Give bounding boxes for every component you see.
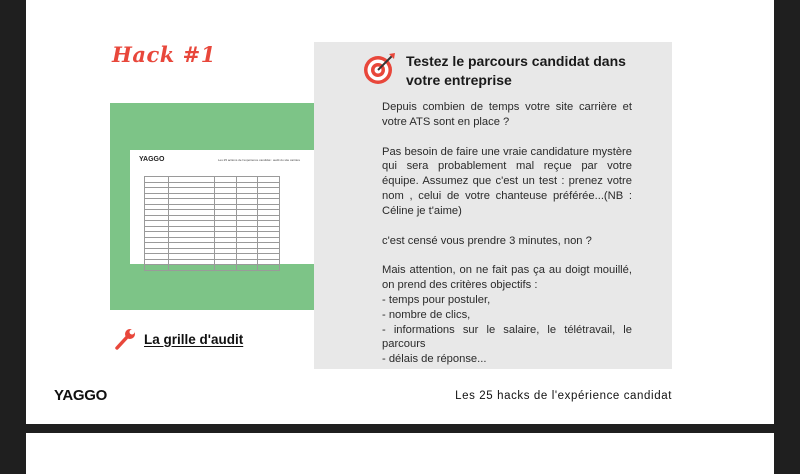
document-page [26,0,774,424]
tip-panel [314,42,672,369]
footer-text: Les 25 hacks de l'expérience candidat [455,390,672,402]
panel-paragraph: Depuis combien de temps votre site carrière et votre ATS sont en place ? [382,101,632,128]
audit-grid-label[interactable]: La grille d'audit [144,331,244,347]
audit-grid-link[interactable] [114,328,243,350]
target-icon [362,52,396,86]
criteria-item: - délais de réponse... [382,353,487,366]
panel-paragraph: Mais attention, on ne fait pas ça au doigt mouillé, on prend des critères objectifs : [382,264,632,292]
audit-preview-frame [110,103,342,310]
audit-grid-thumbnail[interactable] [130,150,325,264]
criteria-item: - informations sur le salaire, le télétravail, le parcours [382,323,632,351]
criteria-item: - nombre de clics, [382,308,471,321]
criteria-item: - temps pour postuler, [382,293,491,306]
panel-body [382,100,632,367]
thumbnail-heading: Les 25 actions de l'expérience candidat : audit du site carrière [218,158,301,162]
next-page [26,433,774,474]
wrench-icon [114,328,136,350]
panel-paragraph: Pas besoin de faire une vraie candidature mystère qui sera probablement mal reçue par votre équipe. Assumez que c'est un test : prenez votre nom , celui de votre chanteuse préférée...(NB : Céline je t'aime) [382,145,632,217]
footer-logo: YAGGO [54,387,107,404]
panel-title: Testez le parcours candidat dans votre entreprise [406,53,626,88]
hack-title: Hack #1 [112,42,216,67]
thumbnail-table [144,176,280,271]
panel-paragraph: c'est censé vous prendre 3 minutes, non ? [382,234,592,247]
thumbnail-logo: YAGGO [139,156,165,163]
